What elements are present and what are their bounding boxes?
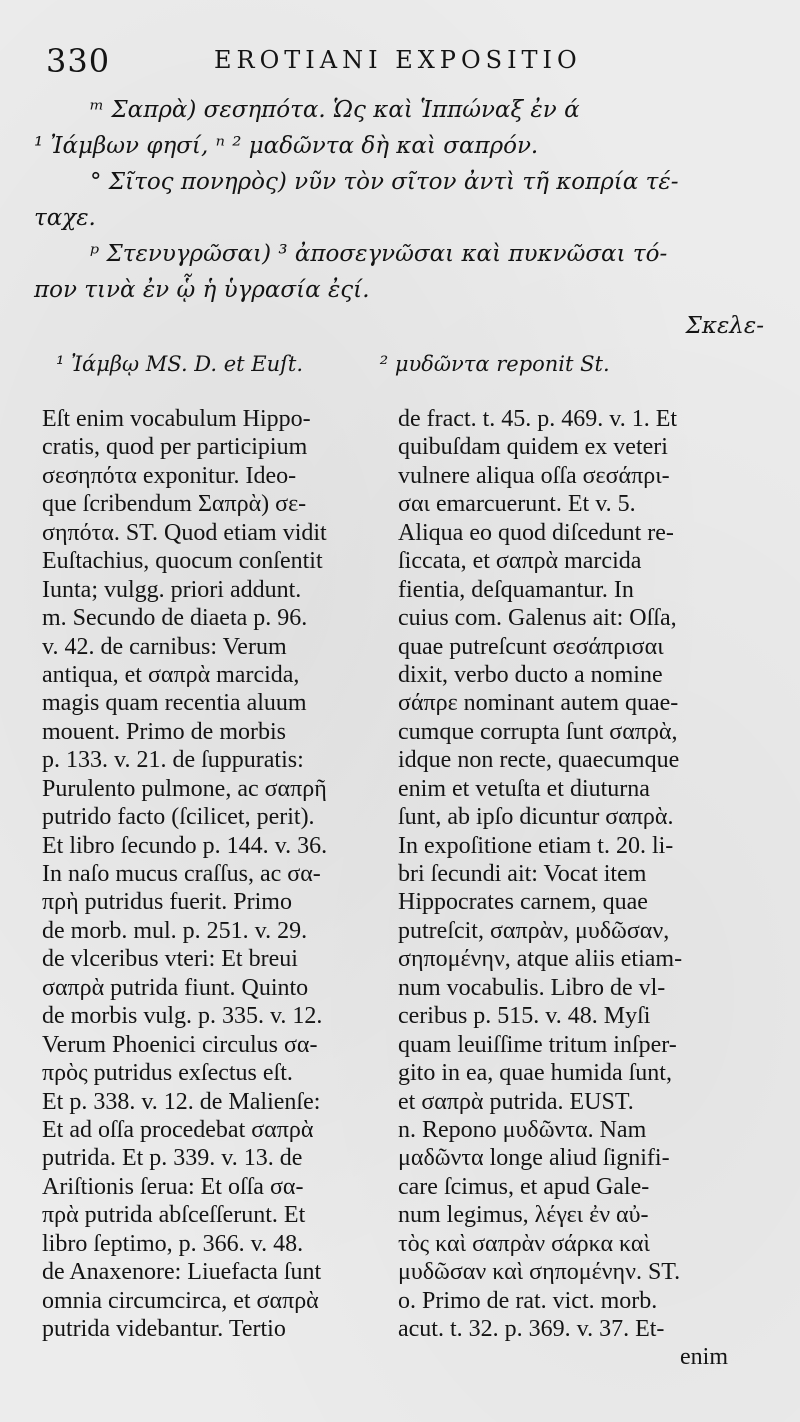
text-line: enim	[680, 1344, 728, 1371]
text-line: πρὴ putridus fuerit. Primo	[42, 889, 292, 916]
text-line: fientia, deſquamantur. In	[398, 576, 634, 603]
left-column	[42, 405, 377, 1343]
text-line: putrida videbantur. Tertio	[42, 1316, 286, 1342]
text-line: σηπομένην, atque aliis etiam-	[398, 946, 683, 973]
text-line: que ſcribendum Σαπρὰ) σε-	[42, 491, 307, 518]
text-line: Ariſtionis ſerua: Et oſſa σα-	[42, 1173, 304, 1200]
text-line: v. 42. de carnibus: Verum	[42, 633, 287, 660]
greek-line: ° Σῖτος πονηρὸς) νῦν τὸν σῖτον ἀντὶ τῆ κοπρία τέ-	[90, 169, 679, 195]
text-line: enim et vetuſta et diuturna	[398, 775, 650, 802]
text-line: Euſtachius, quocum conſentit	[42, 548, 323, 575]
text-line: quae putreſcunt σεσάπρισαι	[398, 633, 664, 660]
running-title: EROTIANI EXPOSITIO	[214, 46, 582, 74]
greek-line: ᵐ Σαπρὰ) σεσηπότα. Ὡς καὶ Ἱππώναξ ἐν ά	[90, 97, 580, 123]
greek-line: πον τινὰ ἐν ᾧ ἡ ὑγρασία ἐςί.	[34, 277, 370, 303]
text-line: putrida. Et p. 339. v. 13. de	[42, 1145, 303, 1172]
page-number: 330	[46, 42, 111, 80]
text-line: πρὰ putrida abſceſſerunt. Et	[42, 1202, 306, 1229]
text-line: μαδῶντα longe aliud ſignifi-	[398, 1145, 670, 1172]
text-line: n. Repono μυδῶντα. Nam	[398, 1116, 647, 1143]
text-line: quam leuiſſime tritum inſper-	[398, 1031, 677, 1058]
text-line: o. Primo de rat. vict. morb.	[398, 1287, 658, 1314]
greek-line: ταχε.	[34, 205, 96, 231]
text-line: Purulento pulmone, ac σαπρῆ	[42, 775, 327, 802]
text-line: Eſt enim vocabulum Hippo-	[42, 406, 311, 432]
text-line: cuius com. Galenus ait: Oſſa,	[398, 605, 677, 632]
text-line: libro ſeptimo, p. 366. v. 48.	[42, 1230, 304, 1257]
text-line: dixit, verbo ducto a nomine	[398, 661, 663, 688]
text-line: p. 133. v. 21. de ſuppuratis:	[42, 747, 304, 774]
text-line: σεσηπότα exponitur. Ideo-	[42, 462, 297, 489]
text-line: cratis, quod per participium	[42, 434, 308, 461]
text-line: cumque corrupta ſunt σαπρὰ,	[398, 718, 678, 745]
text-line: Verum Phoenici circulus σα-	[42, 1031, 318, 1058]
text-line: idque non recte, quaecumque	[398, 747, 680, 774]
text-line: care ſcimus, et apud Gale-	[398, 1173, 650, 1200]
text-line: vulnere aliqua oſſa σεσάπρι-	[398, 462, 670, 489]
greek-line: ᵖ Στενυγρῶσαι) ³ ἀποσεγνῶσαι καὶ πυκνῶσαι τό-	[90, 241, 668, 267]
text-line: ſunt, ab ipſo dicuntur σαπρὰ.	[398, 804, 674, 831]
text-line: de morbis vulg. p. 335. v. 12.	[42, 1003, 323, 1030]
text-line: num legimus, λέγει ἐν αὐ-	[398, 1202, 649, 1229]
text-line: omnia circumcirca, et σαπρὰ	[42, 1287, 319, 1314]
text-line: et σαπρὰ putrida. EUST.	[398, 1088, 634, 1115]
text-line: σαι emarcuerunt. Et v. 5.	[398, 491, 636, 518]
text-line: magis quam recentia aluum	[42, 690, 307, 717]
text-line: σάπρε nominant autem quae-	[398, 690, 679, 717]
text-line: putrido facto (ſcilicet, perit).	[42, 804, 315, 831]
text-line: In expoſitione etiam t. 20. li-	[398, 832, 674, 859]
text-line: num vocabulis. Libro de vl-	[398, 974, 666, 1001]
text-line: ceribus p. 515. v. 48. Myſi	[398, 1003, 651, 1030]
text-line: mouent. Primo de morbis	[42, 718, 286, 745]
text-line: gito in ea, quae humida ſunt,	[398, 1060, 672, 1087]
text-line: In naſo mucus craſſus, ac σα-	[42, 861, 321, 887]
text-line: de fract. t. 45. p. 469. v. 1. Et	[398, 406, 678, 432]
text-line: Et libro ſecundo p. 144. v. 36.	[42, 832, 328, 859]
text-line: σηπότα. ST. Quod etiam vidit	[42, 519, 327, 546]
footnotes	[56, 352, 776, 376]
text-line: Et ad oſſa procedebat σαπρὰ	[42, 1116, 314, 1143]
text-line: bri ſecundi ait: Vocat item	[398, 861, 647, 887]
text-line: σαπρὰ putrida fiunt. Quinto	[42, 974, 309, 1001]
text-line: Et p. 338. v. 12. de Malienſe:	[42, 1088, 321, 1115]
greek-entries	[34, 92, 764, 344]
text-line: Aliqua eo quod diſcedunt re-	[398, 519, 674, 546]
text-line: πρὸς putridus exſectus eſt.	[42, 1060, 293, 1087]
catchword: Σκελε-	[685, 313, 764, 339]
text-line: quibuſdam quidem ex veteri	[398, 434, 668, 461]
right-column	[398, 405, 728, 1372]
greek-line: ¹ Ἰάμβων φησί, ⁿ ² μαδῶντα δὴ καὶ σαπρόν.	[34, 133, 539, 159]
text-line: ſiccata, et σαπρὰ marcida	[398, 548, 642, 575]
footnote: ² μυδῶντα reponit St.	[379, 352, 610, 376]
text-line: μυδῶσαν καὶ σηπομένην. ST.	[398, 1259, 681, 1286]
text-line: τὸς καὶ σαπρὰν σάρκα καὶ	[398, 1230, 650, 1257]
text-line: acut. t. 32. p. 369. v. 37. Et-	[398, 1316, 665, 1342]
text-line: de vlceribus vteri: Et breui	[42, 946, 298, 973]
text-line: m. Secundo de diaeta p. 96.	[42, 605, 308, 632]
footnote: ¹ Ἰάμβῳ MS. D. et Euſt.	[56, 352, 304, 376]
text-line: Iunta; vulgg. priori addunt.	[42, 576, 302, 603]
text-line: de morb. mul. p. 251. v. 29.	[42, 917, 308, 944]
text-line: de Anaxenore: Liuefacta ſunt	[42, 1259, 322, 1286]
text-line: antiqua, et σαπρὰ marcida,	[42, 661, 300, 688]
text-line: Hippocrates carnem, quae	[398, 889, 648, 916]
text-line: putreſcit, σαπρὰν, μυδῶσαν,	[398, 917, 670, 944]
